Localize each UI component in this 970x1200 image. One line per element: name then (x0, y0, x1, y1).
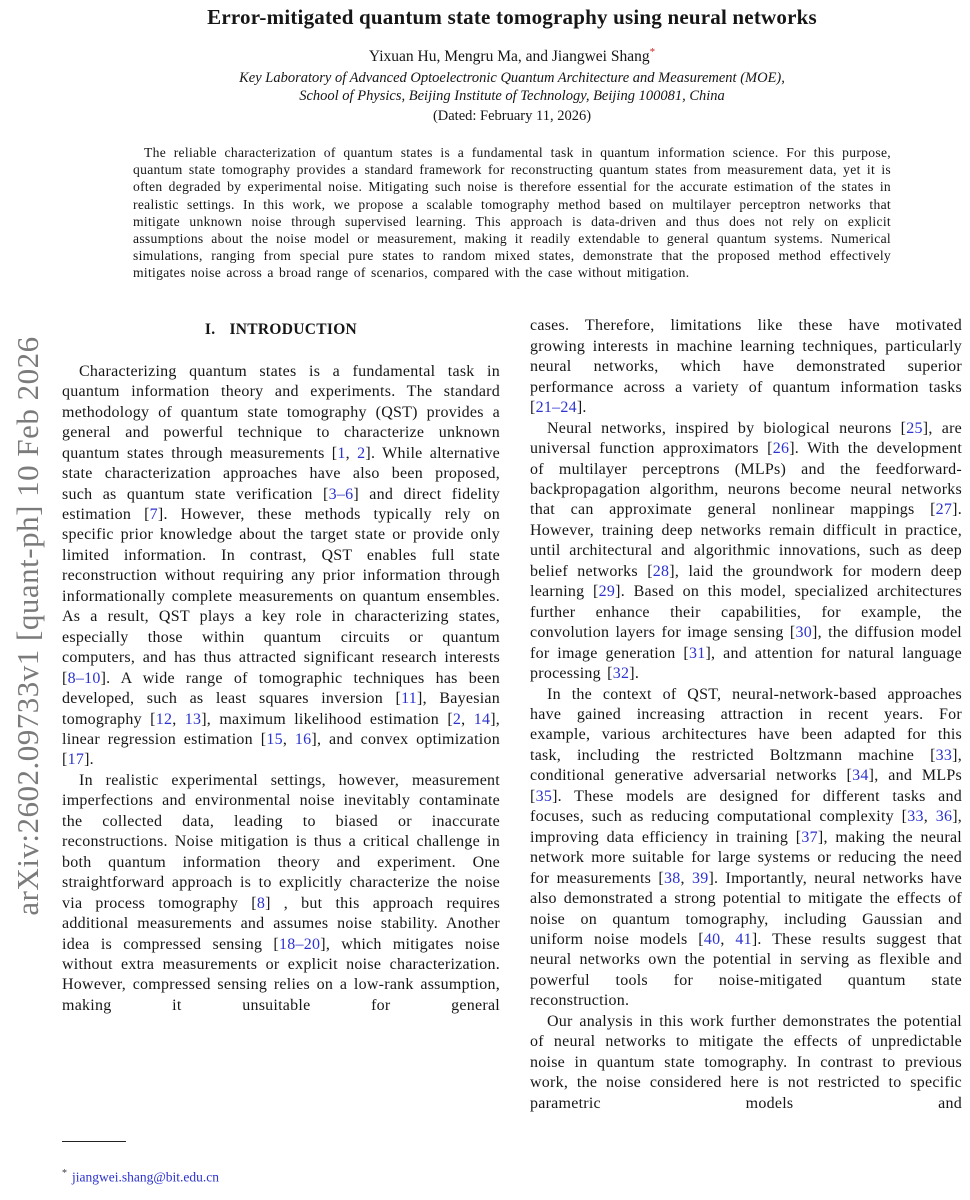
citation-link[interactable]: – (295, 935, 304, 953)
left-column (62, 316, 500, 1114)
citation-link[interactable]: 10 (84, 669, 101, 687)
citation-link[interactable]: 37 (801, 828, 818, 846)
footnote-marker: * (62, 1168, 67, 1179)
citation-link[interactable]: 15 (266, 731, 283, 749)
author-footnote-asterisk[interactable]: * (649, 46, 656, 58)
citation-link[interactable]: 8 (256, 894, 266, 912)
paragraph: In realistic experimental settings, however, measurement imperfections and environmental noise inevitably contaminate the collected data, leading to biased or inaccurate reconstructions. Noise mitigation is thus a critical challenge in both quantum information theory and experiment. One straightforward approach is to explicitly characterize the noise via process tomography [8] , but this approach requires additional measurements and assumes noise stability. Another idea is compressed sensing [18–20], which mitigates noise without extra measurements or explicit noise characterization. However, compressed sensing relies on a low-rank assumption, making it unsuitable for general (62, 771, 500, 1014)
citation-link[interactable]: 18 (279, 935, 296, 953)
paper-title: Error-mitigated quantum state tomography using neural networks (207, 5, 817, 29)
citation-link[interactable]: 35 (535, 787, 553, 805)
citation-link[interactable]: 31 (688, 644, 706, 662)
paragraph: Our analysis in this work further demonstrates the potential of neural networks to mitigate the effects of unpredictable noise in quantum state tomography. In contrast to previous work, the noise considered here is not restricted to specific parametric models and (530, 1012, 962, 1112)
section-number: I. (204, 321, 216, 339)
two-column-body (62, 316, 962, 1114)
paper-header (62, 0, 962, 125)
paragraph: Characterizing quantum states is a fundamental task in quantum information theory and experiments. The standard methodology of quantum state tomography (QST) provides a general and powerful technique to characterize unknown quantum states through measurements [1, 2]. While alternative state characterization approaches have also been proposed, such as quantum state verification [3–6] and direct fidelity estimation [7]. However, these methods typically rely on specific prior knowledge about the target state or provide only limited information. In contrast, QST enables full state reconstruction without requiring any prior information through informationally complete measurements on quantum ensembles. As a result, QST plays a key role in characterizing states, especially those within quantum circuits or quantum computers, and has thus attracted significant research interests [8–10]. A wide range of tomographic techniques has been developed, such as least squares inversion [11], Bayesian tomography [12, 13], maximum likelihood estimation [2, 14], linear regression estimation [15, 16], and convex optimization [17]. (62, 362, 501, 769)
citation-link[interactable]: 24 (560, 399, 577, 417)
citation-link[interactable]: 16 (294, 731, 312, 749)
citation-link[interactable]: 39 (691, 869, 709, 887)
citation-link[interactable]: 17 (67, 751, 85, 769)
arxiv-watermark-text: arXiv:2602.09733v1 [quant-ph] 10 Feb 2026 (10, 336, 45, 916)
paragraph: In the context of QST, neural-network-based approaches have gained increasing attraction in recent years. For example, various architectures have been adapted for this task, including the restricted Boltzmann machine [33], conditional generative adversarial networks [34], and MLPs [35]. These models are designed for different tasks and focuses, such as reducing computational complexity [33, 36], improving data efficiency in training [37], making the neural network more suitable for large systems or reducing the need for measurements [38, 39]. Importantly, neural networks have also demonstrated a strong potential to mitigate the effects of noise on quantum tomography, including Gaussian and uniform noise models [40, 41]. These results suggest that neural networks own the potential in serving as flexible and powerful tools for noise-mitigated quantum state reconstruction. (530, 685, 963, 1010)
affiliation-line-1: Key Laboratory of Advanced Optoelectronic Quantum Architecture and Measurement (MOE), (239, 70, 785, 87)
citation-link[interactable]: – (336, 485, 346, 503)
citation-link[interactable]: 2 (452, 710, 462, 728)
citation-link[interactable]: 36 (935, 808, 953, 826)
citation-link[interactable]: 30 (795, 624, 812, 642)
right-column (530, 316, 962, 1114)
citation-link[interactable]: 1 (337, 444, 346, 462)
citation-link[interactable]: 29 (598, 583, 616, 601)
citation-link[interactable]: – (552, 399, 561, 417)
citation-link[interactable]: 7 (149, 506, 158, 524)
citation-link[interactable]: 20 (303, 935, 321, 953)
citation-link[interactable]: 21 (535, 399, 553, 417)
citation-link[interactable]: 8 (67, 669, 76, 687)
authors-text: Yixuan Hu, Mengru Ma, and Jiangwei Shang (368, 48, 650, 66)
footnote-rule (62, 1141, 126, 1142)
arxiv-watermark (4, 250, 52, 1002)
citation-link[interactable]: 13 (184, 710, 202, 728)
citation-link[interactable]: 6 (345, 485, 354, 503)
citation-link[interactable]: 40 (703, 931, 721, 948)
citation-link[interactable]: 33 (935, 746, 953, 764)
citation-link[interactable]: 14 (473, 710, 491, 728)
citation-link[interactable]: 26 (772, 440, 790, 458)
section-title: INTRODUCTION (229, 321, 358, 339)
section-heading-introduction (62, 320, 500, 340)
affiliation-line-2: School of Physics, Beijing Institute of Technology, Beijing 100081, China (299, 87, 725, 104)
citation-link[interactable]: 41 (735, 931, 752, 948)
citation-link[interactable]: – (75, 669, 85, 687)
authors-line (62, 46, 962, 66)
date-line: (Dated: February 11, 2026) (432, 108, 592, 125)
citation-link[interactable]: 32 (612, 665, 630, 683)
author-footnote (62, 1141, 502, 1186)
citation-link[interactable]: 33 (907, 808, 924, 826)
citation-link[interactable]: 27 (935, 501, 953, 519)
citation-link[interactable]: 11 (401, 690, 418, 708)
citation-link[interactable]: 28 (652, 562, 670, 580)
citation-link[interactable]: 34 (852, 767, 869, 785)
footnote-email-link[interactable]: jiangwei.shang@bit.edu.cn (72, 1169, 220, 1185)
citation-link[interactable]: 38 (663, 869, 681, 887)
paper-content (62, 0, 962, 1114)
citation-link[interactable]: 3 (328, 485, 337, 503)
citation-link[interactable]: 25 (906, 419, 923, 437)
paragraph: Neural networks, inspired by biological neurons [25], are universal function approximators [26]. With the development of multilayer perceptrons (MLPs) and the feedforward-backpropagation algorithm, neurons become neural networks that can approximate general nonlinear mappings [27]. However, training deep networks remain difficult in practice, until architectural and algorithmic innovations, such as deep belief networks [28], laid the groundwork for modern deep learning [29]. Based on this model, specialized architectures further enhance their capabilities, for example, the convolution layers for image sensing [30], the diffusion model for image generation [31], and attention for natural language processing [32]. (530, 419, 963, 683)
citation-link[interactable]: 2 (357, 444, 366, 462)
paragraph: cases. Therefore, limitations like these have motivated growing interests in machine learning techniques, particularly neural networks, which have demonstrated superior performance across a variety of quantum information tasks [21–24]. (530, 317, 962, 417)
citation-link[interactable]: 12 (155, 710, 173, 728)
abstract-text: The reliable characterization of quantum states is a fundamental task in quantum information science. For this purpose, quantum state tomography provides a standard framework for reconstructing quantum states from measurement data, yet it is often degraded by experimental noise. Mitigating such noise is therefore essential for the accurate estimation of the states in realistic settings. In this work, we propose a scalable tomography method based on multilayer perceptron networks that mitigate unknown noise through supervised learning. This approach is data-driven and thus does not rely on explicit assumptions about the noise model or measurement, making it readily extendable to general quantum systems. Numerical simulations, ranging from special pure states to random mixed states, demonstrate that the proposed method effectively mitigates noise across a broad range of scenarios, compared with the case without mitigation. (133, 145, 891, 281)
